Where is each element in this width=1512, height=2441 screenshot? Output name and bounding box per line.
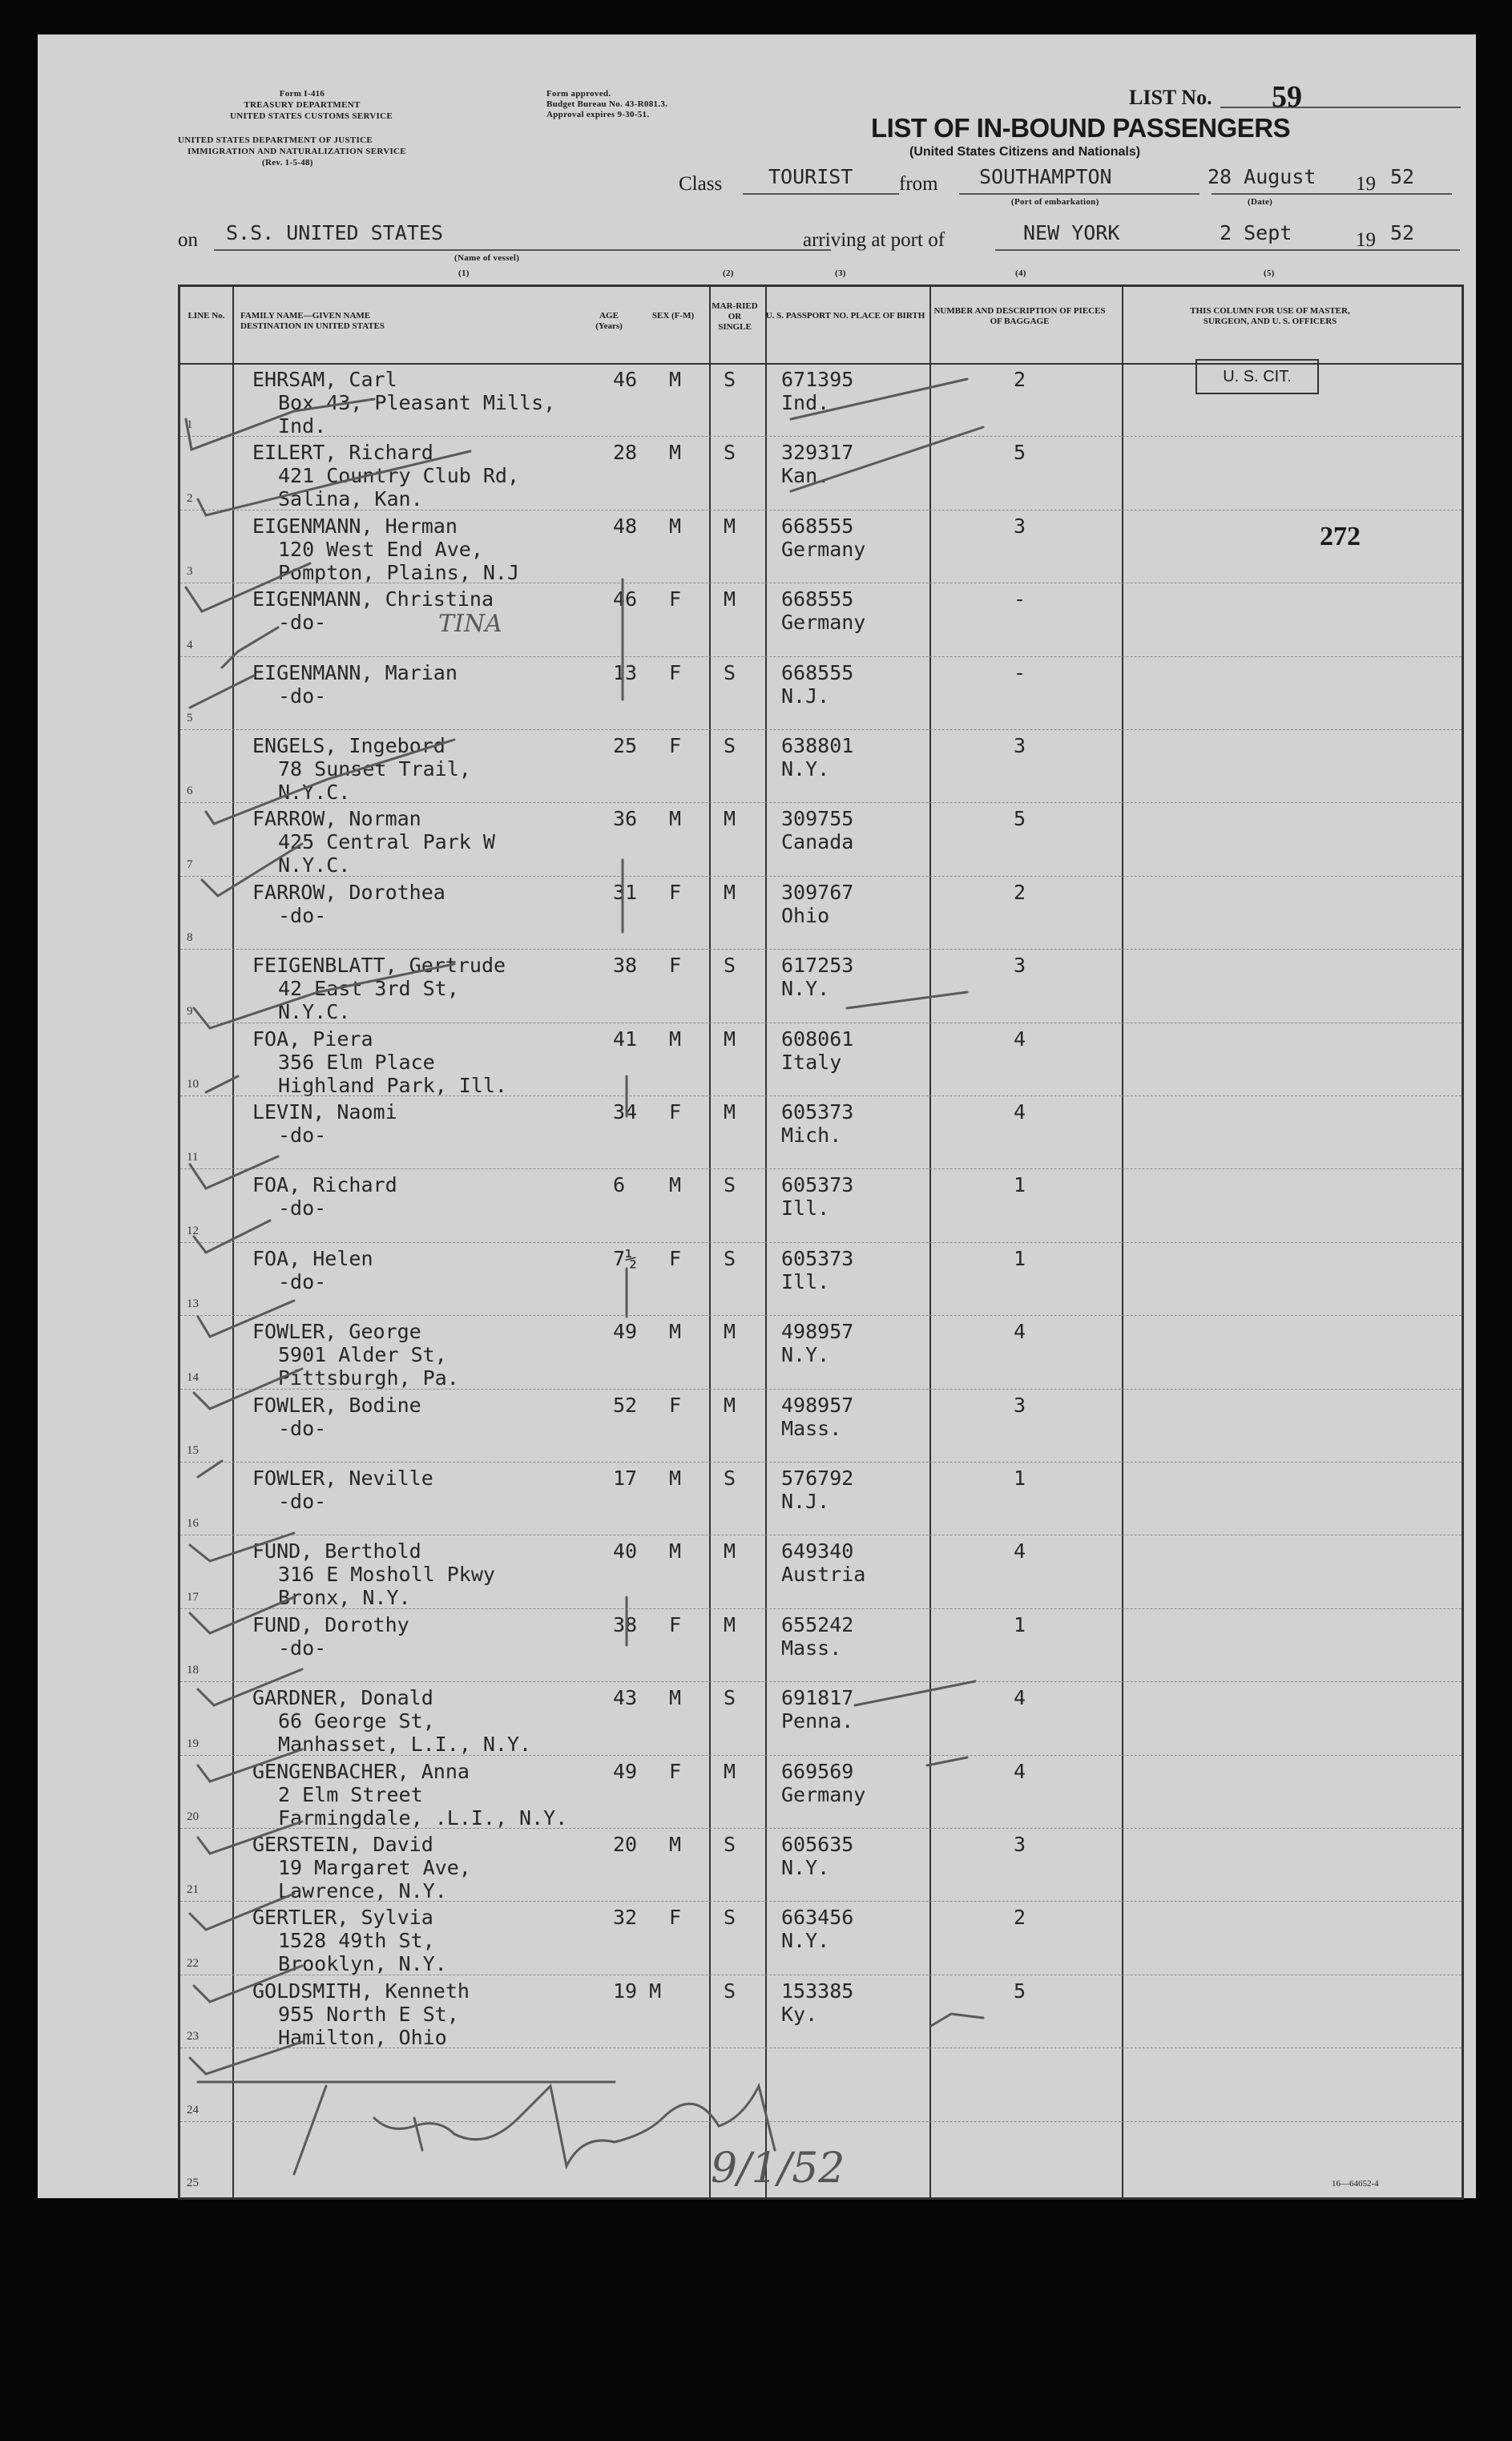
line-number: 19 [187, 1737, 199, 1750]
handwritten-tina: TINA [438, 610, 502, 638]
address-line-1: 425 Central Park W [278, 830, 495, 854]
address-line-2: N.Y.C. [278, 853, 351, 878]
sex-cell: F [669, 587, 682, 611]
line-number: 20 [187, 1810, 199, 1823]
baggage-cell: 4 [1014, 1539, 1026, 1563]
passport-number-cell: 309755 [781, 807, 854, 831]
departure-date: 28 August [1208, 165, 1316, 188]
passport-number-cell: 669569 [781, 1759, 854, 1783]
name-cell: EHRSAM, Carl [252, 368, 397, 391]
address-line-2: N.Y.C. [278, 1000, 351, 1024]
address-line-2: Ind. [278, 414, 327, 438]
name-cell: EIGENMANN, Marian [252, 660, 458, 684]
handwritten-date: 9/1/52 [711, 2144, 845, 2193]
marital-status-cell: M [724, 880, 736, 904]
name-cell: FUND, Berthold [252, 1539, 421, 1563]
date-caption: (Date) [1248, 197, 1273, 207]
form-subtitle: (United States Citizens and Nationals) [909, 145, 1141, 159]
birthplace-cell: Italy [781, 1050, 842, 1074]
address-line-2: Hamilton, Ohio [278, 2025, 447, 2049]
header-married: MAR-RIED OR SINGLE [712, 301, 758, 332]
address-line-2: Pittsburgh, Pa. [278, 1366, 459, 1390]
baggage-cell: 2 [1014, 880, 1026, 904]
address-line-1: 66 George St, [278, 1709, 435, 1733]
sex-cell: F [669, 1612, 682, 1636]
baggage-cell: 4 [1014, 1320, 1026, 1344]
arrival-year-prefix: 19 [1356, 229, 1376, 251]
address-line-2: Lawrence, N.Y. [278, 1879, 447, 1902]
marital-status-cell: M [724, 1320, 736, 1344]
age-cell: 28 [613, 441, 638, 465]
birthplace-cell: Mich. [781, 1124, 842, 1147]
name-cell: EILERT, Richard [252, 441, 433, 465]
sex-cell: M [669, 1686, 682, 1710]
marital-status-cell: M [724, 807, 736, 831]
birthplace-cell: Canada [781, 830, 854, 854]
birthplace-cell: Ill. [781, 1269, 830, 1293]
address-line-1: 120 West End Ave, [278, 537, 483, 561]
line-number: 7 [187, 857, 193, 871]
age-cell: 38 [613, 954, 638, 978]
age-cell: 46 [613, 368, 638, 391]
marital-status-cell: S [724, 1173, 736, 1197]
birthplace-cell: N.J. [781, 684, 830, 708]
name-cell: FUND, Dorothy [252, 1612, 409, 1636]
baggage-cell: - [1014, 587, 1026, 611]
col-number-4: (4) [1015, 268, 1026, 278]
form-number: Form I-416 [279, 89, 325, 99]
passport-number-cell: 691817 [781, 1686, 854, 1710]
baggage-cell: 4 [1014, 1100, 1026, 1124]
dept-treasury: TREASURY DEPARTMENT [244, 100, 361, 110]
birthplace-cell: Ill. [781, 1196, 830, 1220]
col-number-5: (5) [1264, 268, 1275, 278]
baggage-cell: 1 [1014, 1173, 1026, 1197]
passport-number-cell: 663456 [781, 1906, 854, 1930]
dept-justice: UNITED STATES DEPARTMENT OF JUSTICE [178, 135, 373, 145]
departure-year-prefix: 19 [1356, 173, 1376, 195]
us-citizen-stamp: U. S. CIT. [1195, 359, 1319, 394]
passport-number-cell: 668555 [781, 660, 854, 684]
sex-cell: F [669, 1100, 682, 1124]
line-number: 25 [187, 2176, 199, 2189]
sex-cell: M [669, 441, 682, 465]
header-passport: U. S. PASSPORT NO. PLACE OF BIRTH [765, 311, 925, 321]
age-cell: 40 [613, 1539, 638, 1563]
passport-number-cell: 608061 [781, 1027, 854, 1051]
address-line-1: -do- [278, 903, 327, 927]
age-cell: 48 [613, 514, 638, 538]
line-number: 22 [187, 1956, 199, 1970]
age-cell: 38 [613, 1612, 638, 1636]
approval-line-3: Approval expires 9-30-51. [546, 110, 650, 119]
handwritten-check-marks [38, 34, 1476, 2198]
passport-number-cell: 498957 [781, 1320, 854, 1344]
age-cell: 34 [613, 1100, 638, 1124]
form-title: LIST OF IN-BOUND PASSENGERS [871, 113, 1291, 143]
sex-cell: F [669, 954, 682, 978]
birthplace-cell: Ky. [781, 2002, 818, 2026]
header-line-no: LINE No. [187, 311, 225, 321]
vessel-name: S.S. UNITED STATES [226, 221, 443, 244]
address-line-1: 1528 49th St, [278, 1929, 435, 1953]
passport-number-cell: 655242 [781, 1612, 854, 1636]
marital-status-cell: S [724, 1467, 736, 1490]
passport-number-cell: 153385 [781, 1979, 854, 2003]
marital-status-cell: S [724, 441, 736, 465]
sex-cell: F [669, 734, 682, 757]
name-cell: FOA, Richard [252, 1173, 397, 1197]
address-line-2: Farmingdale, .L.I., N.Y. [278, 1806, 568, 1830]
address-line-1: 421 Country Club Rd, [278, 464, 520, 488]
arrival-port: NEW YORK [1023, 221, 1120, 244]
class-value: TOURIST [768, 165, 853, 188]
address-line-1: -do- [278, 684, 327, 708]
approval-line-1: Form approved. [546, 89, 611, 99]
passport-number-cell: 576792 [781, 1467, 854, 1490]
line-number: 4 [187, 638, 193, 652]
name-cell: FARROW, Dorothea [252, 880, 446, 904]
address-line-2: Pompton, Plains, N.J [278, 560, 520, 584]
name-cell: FEIGENBLATT, Gertrude [252, 954, 506, 978]
name-cell: FOA, Piera [252, 1027, 373, 1051]
passport-number-cell: 329317 [781, 441, 854, 465]
marital-status-cell: S [724, 1833, 736, 1856]
address-line-2: Salina, Kan. [278, 487, 423, 511]
birthplace-cell: Germany [781, 1782, 866, 1806]
birthplace-cell: Kan. [781, 464, 830, 488]
from-label: from [899, 173, 938, 195]
name-cell: GENGENBACHER, Anna [252, 1759, 470, 1783]
name-cell: GERTLER, Sylvia [252, 1906, 433, 1930]
departure-year: 52 [1390, 165, 1415, 188]
port-of-embarkation: SOUTHAMPTON [979, 165, 1112, 188]
passport-number-cell: 668555 [781, 514, 854, 538]
on-label: on [178, 229, 198, 251]
marital-status-cell: S [724, 954, 736, 978]
address-line-1: 78 Sunset Trail, [278, 757, 471, 781]
marital-status-cell: M [724, 1539, 736, 1563]
birthplace-cell: Austria [781, 1563, 866, 1587]
arrival-year: 52 [1390, 221, 1415, 244]
passport-number-cell: 605373 [781, 1246, 854, 1270]
header-officers: THIS COLUMN FOR USE OF MASTER, SURGEON, AND U. S. OFFICERS [1190, 306, 1350, 326]
sex-cell: F [669, 880, 682, 904]
marital-status-cell: M [724, 587, 736, 611]
birthplace-cell: Germany [781, 611, 866, 635]
baggage-cell: 3 [1014, 1393, 1026, 1417]
baggage-cell: 5 [1014, 807, 1026, 831]
age-cell: 19 M [613, 1979, 662, 2003]
vessel-caption: (Name of vessel) [454, 253, 520, 263]
address-line-2: Brooklyn, N.Y. [278, 1952, 447, 1976]
birthplace-cell: Ind. [781, 391, 830, 414]
line-number: 15 [187, 1443, 199, 1457]
birthplace-cell: Mass. [781, 1636, 842, 1660]
margin-number: 272 [1320, 522, 1361, 551]
sex-cell: M [669, 514, 682, 538]
arrival-date: 2 Sept [1220, 221, 1292, 244]
age-cell: 36 [613, 807, 638, 831]
baggage-cell: 2 [1014, 1906, 1026, 1930]
birthplace-cell: N.Y. [781, 757, 830, 781]
age-cell: 17 [613, 1467, 638, 1490]
age-cell: 7½ [613, 1246, 638, 1270]
birthplace-cell: N.Y. [781, 1856, 830, 1879]
age-cell: 20 [613, 1833, 638, 1856]
line-number: 10 [187, 1077, 199, 1091]
marital-status-cell: S [724, 1906, 736, 1930]
passport-number-cell: 638801 [781, 734, 854, 757]
line-number: 12 [187, 1224, 199, 1237]
manifest-sheet [38, 34, 1476, 2198]
dept-customs: UNITED STATES CUSTOMS SERVICE [230, 111, 393, 121]
sex-cell: M [669, 1027, 682, 1051]
class-label: Class [679, 173, 723, 195]
baggage-cell: 5 [1014, 441, 1026, 465]
address-line-1: -do- [278, 611, 327, 635]
baggage-cell: 3 [1014, 514, 1026, 538]
passport-number-cell: 671395 [781, 368, 854, 391]
header-baggage: NUMBER AND DESCRIPTION OF PIECES OF BAGGAGE [933, 306, 1106, 326]
sex-cell: F [669, 1246, 682, 1270]
list-no-label: LIST No. [1129, 86, 1212, 109]
line-number: 13 [187, 1297, 199, 1311]
marital-status-cell: M [724, 1759, 736, 1783]
passport-number-cell: 649340 [781, 1539, 854, 1563]
passport-number-cell: 605635 [781, 1833, 854, 1856]
footer-code: 16—64652-4 [1332, 2179, 1379, 2189]
marital-status-cell: M [724, 1100, 736, 1124]
baggage-cell: 2 [1014, 368, 1026, 391]
marital-status-cell: M [724, 1612, 736, 1636]
line-number: 3 [187, 565, 193, 579]
line-number: 16 [187, 1517, 199, 1531]
age-cell: 41 [613, 1027, 638, 1051]
birthplace-cell: N.Y. [781, 1929, 830, 1953]
line-number: 6 [187, 785, 193, 798]
marital-status-cell: M [724, 1027, 736, 1051]
marital-status-cell: S [724, 660, 736, 684]
age-cell: 25 [613, 734, 638, 757]
baggage-cell: 3 [1014, 1833, 1026, 1856]
marital-status-cell: S [724, 1246, 736, 1270]
arriving-label: arriving at port of [803, 229, 946, 251]
address-line-1: 316 E Mosholl Pkwy [278, 1563, 495, 1587]
age-cell: 43 [613, 1686, 638, 1710]
age-cell: 13 [613, 660, 638, 684]
address-line-2: Manhasset, L.I., N.Y. [278, 1733, 532, 1757]
line-number: 5 [187, 711, 193, 724]
name-cell: EIGENMANN, Christina [252, 587, 494, 611]
col-number-2: (2) [723, 268, 734, 278]
marital-status-cell: S [724, 1979, 736, 2003]
name-cell: LEVIN, Naomi [252, 1100, 397, 1124]
col-number-1: (1) [458, 268, 470, 278]
baggage-cell: 1 [1014, 1246, 1026, 1270]
baggage-cell: - [1014, 660, 1026, 684]
age-cell: 49 [613, 1759, 638, 1783]
header-name: FAMILY NAME—GIVEN NAME DESTINATION IN UNITED STATES [240, 311, 385, 331]
name-cell: FOWLER, Bodine [252, 1393, 421, 1417]
sex-cell: M [669, 1833, 682, 1856]
line-number: 18 [187, 1664, 199, 1677]
baggage-cell: 1 [1014, 1467, 1026, 1490]
address-line-1: -do- [278, 1196, 327, 1220]
address-line-1: Box 43, Pleasant Mills, [278, 391, 556, 414]
marital-status-cell: M [724, 514, 736, 538]
address-line-1: 19 Margaret Ave, [278, 1856, 471, 1879]
marital-status-cell: M [724, 1393, 736, 1417]
passport-number-cell: 498957 [781, 1393, 854, 1417]
col-number-3: (3) [835, 268, 846, 278]
birthplace-cell: Penna. [781, 1709, 854, 1733]
name-cell: FOWLER, George [252, 1320, 421, 1344]
baggage-cell: 5 [1014, 1979, 1026, 2003]
name-cell: FARROW, Norman [252, 807, 421, 831]
form-revision: (Rev. 1-5-48) [262, 158, 313, 167]
baggage-cell: 1 [1014, 1612, 1026, 1636]
baggage-cell: 3 [1014, 954, 1026, 978]
baggage-cell: 4 [1014, 1027, 1026, 1051]
address-line-1: 5901 Alder St, [278, 1343, 447, 1367]
sex-cell: M [669, 1539, 682, 1563]
address-line-2: N.Y.C. [278, 781, 351, 804]
baggage-cell: 3 [1014, 734, 1026, 757]
birthplace-cell: N.J. [781, 1490, 830, 1513]
birthplace-cell: N.Y. [781, 977, 830, 1001]
birthplace-cell: Ohio [781, 903, 830, 927]
sex-cell: F [669, 660, 682, 684]
name-cell: GOLDSMITH, Kenneth [252, 1979, 470, 2003]
address-line-1: -do- [278, 1490, 327, 1513]
line-number: 21 [187, 1883, 199, 1897]
birthplace-cell: Mass. [781, 1416, 842, 1440]
name-cell: GARDNER, Donald [252, 1686, 433, 1710]
line-number: 9 [187, 1004, 193, 1018]
header-sex: SEX (F-M) [651, 311, 695, 321]
address-line-1: -do- [278, 1636, 327, 1660]
sex-cell: F [669, 1906, 682, 1930]
age-cell: 46 [613, 587, 638, 611]
age-cell: 32 [613, 1906, 638, 1930]
passport-number-cell: 668555 [781, 587, 854, 611]
line-number: 17 [187, 1590, 199, 1604]
address-line-1: -do- [278, 1124, 327, 1147]
line-number: 1 [187, 418, 193, 432]
address-line-1: -do- [278, 1416, 327, 1440]
sex-cell: M [669, 1173, 682, 1197]
address-line-1: -do- [278, 1269, 327, 1293]
passport-number-cell: 617253 [781, 954, 854, 978]
birthplace-cell: N.Y. [781, 1343, 830, 1367]
marital-status-cell: S [724, 368, 736, 391]
address-line-2: Highland Park, Ill. [278, 1073, 507, 1097]
age-cell: 49 [613, 1320, 638, 1344]
line-number: 2 [187, 491, 193, 505]
passport-number-cell: 605373 [781, 1100, 854, 1124]
sex-cell: F [669, 1759, 682, 1783]
address-line-1: 356 Elm Place [278, 1050, 435, 1074]
name-cell: ENGELS, Ingebord [252, 734, 446, 757]
line-number: 11 [187, 1151, 199, 1164]
marital-status-cell: S [724, 1686, 736, 1710]
passport-number-cell: 605373 [781, 1173, 854, 1197]
address-line-1: 42 East 3rd St, [278, 977, 459, 1001]
name-cell: FOA, Helen [252, 1246, 373, 1270]
line-number: 8 [187, 931, 193, 945]
passport-number-cell: 309767 [781, 880, 854, 904]
sex-cell: M [669, 807, 682, 831]
dept-immigration: IMMIGRATION AND NATURALIZATION SERVICE [187, 147, 406, 156]
approval-line-2: Budget Bureau No. 43-R081.3. [546, 99, 668, 109]
sex-cell: M [669, 1320, 682, 1344]
list-number: 59 [1272, 80, 1302, 114]
sex-cell: M [669, 368, 682, 391]
age-cell: 31 [613, 880, 638, 904]
name-cell: EIGENMANN, Herman [252, 514, 458, 538]
sex-cell: F [669, 1393, 682, 1417]
header-age: AGE (Years) [595, 311, 623, 331]
birthplace-cell: Germany [781, 537, 866, 561]
age-cell: 6 [613, 1173, 626, 1197]
address-line-1: 955 North E St, [278, 2002, 459, 2026]
baggage-cell: 4 [1014, 1759, 1026, 1783]
baggage-cell: 4 [1014, 1686, 1026, 1710]
name-cell: FOWLER, Neville [252, 1467, 433, 1490]
name-cell: GERSTEIN, David [252, 1833, 433, 1856]
port-embarkation-caption: (Port of embarkation) [1011, 197, 1099, 207]
address-line-1: 2 Elm Street [278, 1782, 423, 1806]
age-cell: 52 [613, 1393, 638, 1417]
address-line-2: Bronx, N.Y. [278, 1586, 411, 1610]
line-number: 23 [187, 2030, 199, 2044]
sex-cell: M [669, 1467, 682, 1490]
line-number: 14 [187, 1370, 199, 1384]
marital-status-cell: S [724, 734, 736, 757]
line-number: 24 [187, 2103, 199, 2116]
